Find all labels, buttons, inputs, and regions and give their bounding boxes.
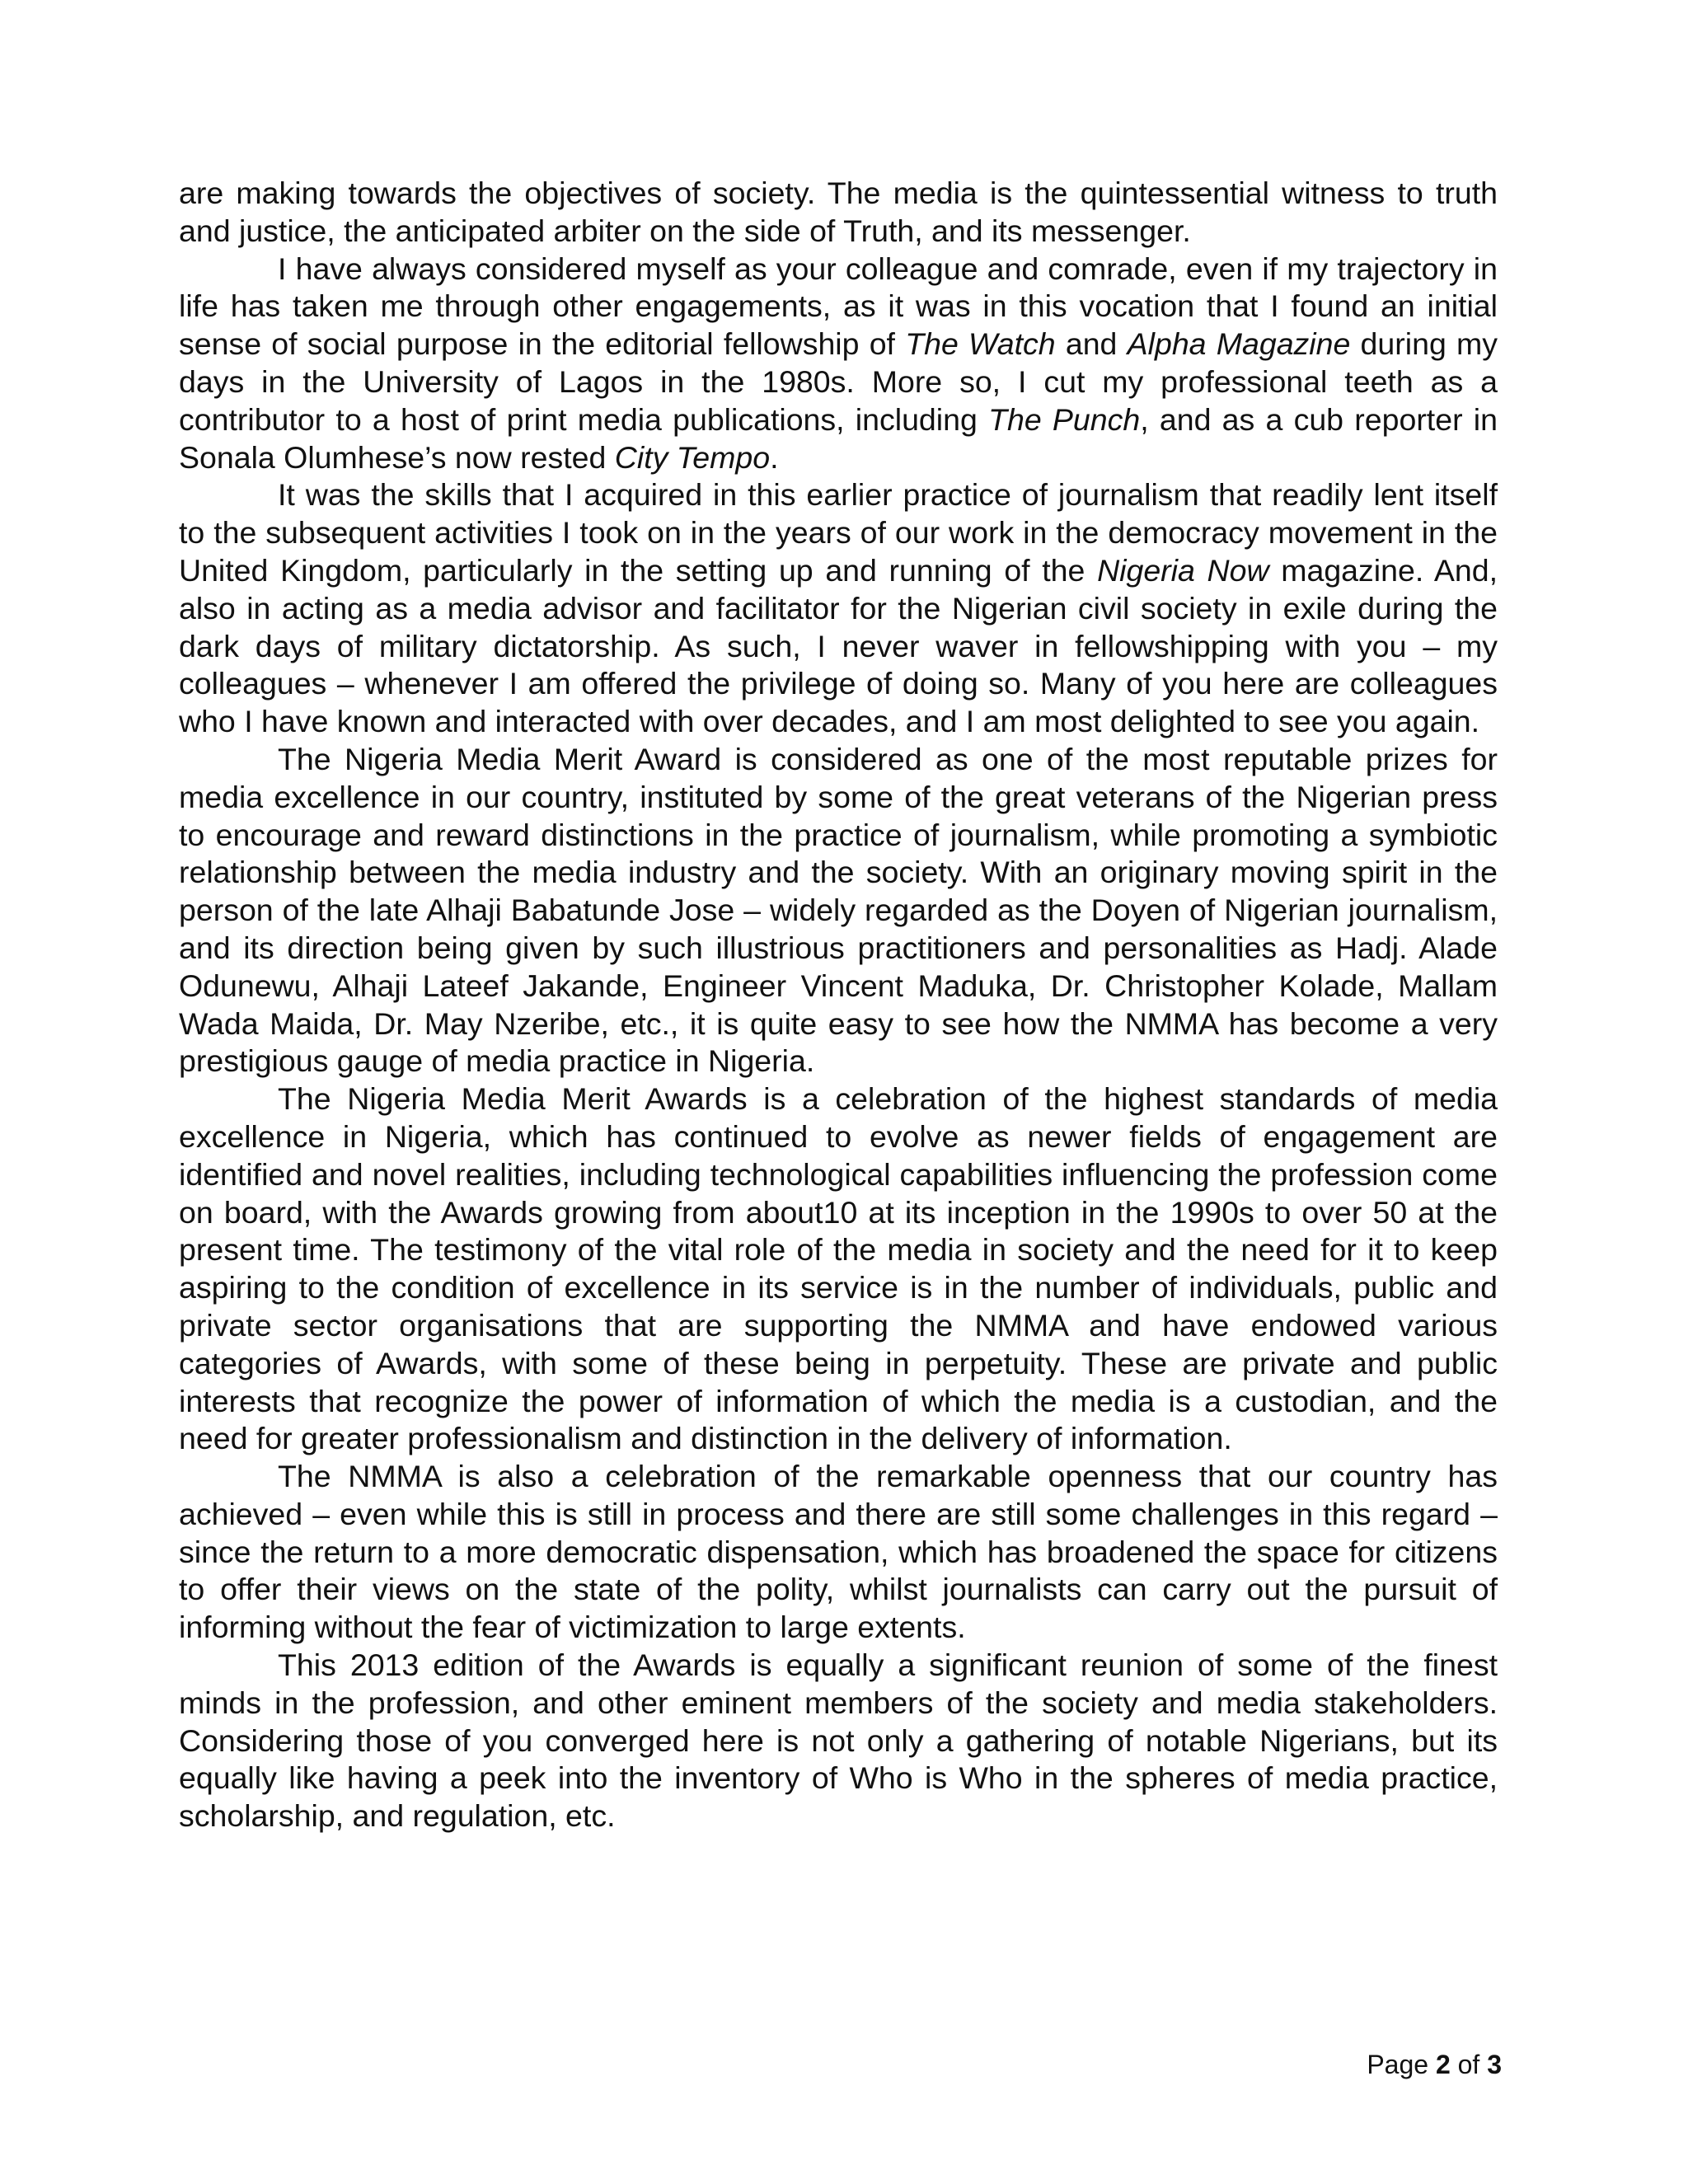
paragraph-text: The Nigeria Media Merit Award is considered as one of the most reputable prizes for media excellence in our country, instituted by some of the great veterans of the Nigerian press to encourage and reward distinctions in the practice of journalism, while promoting a symbiotic relationship between the media industry and the society. With an originary moving spirit in the person of the late Alhaji Babatunde Jose – widely regarded as the Doyen of Nigerian journalism, and its direction being given by such illustrious practitioners and personalities as Hadj. Alade Odunewu, Alhaji Lateef Jakande, Engineer Vincent Maduka, Dr. Christopher Kolade, Mallam Wada Maida, Dr. May Nzeribe, etc., it is quite easy to see how the NMMA has become a very prestigious gauge of media practice in Nigeria. [179, 741, 1498, 1079]
paragraph [179, 251, 1498, 477]
paragraph-text: It was the skills that I acquired in this earlier practice of journalism that readily lent itself to the subsequent activities I took on in the years of our work in the democracy movement in the United Kingdom, particularly in the setting up and running of the [179, 477, 1498, 588]
paragraph-text: are making towards the objectives of society. The media is the quintessential witness to truth and justice, the anticipated arbiter on the side of Truth, and its messenger. [179, 176, 1498, 248]
paragraph-text: , and as a cub reporter in Sonala Olumhese’s now rested [179, 401, 1498, 475]
paragraph-text: and [1055, 326, 1128, 362]
paragraph-text: The NMMA is also a celebration of the remarkable openness that our country has achieved – even while this is still in process and there are still some challenges in this regard – since the return to a more democratic dispensation, which has broadened the space for citizens to offer their views on the state of the polity, whilst journalists can carry out the pursuit of informing without the fear of victimization to large extents. [179, 1459, 1498, 1645]
italic-title-text: The Punch [988, 401, 1141, 437]
paragraph-text: . [770, 439, 779, 475]
italic-title-text: City Tempo [614, 439, 771, 475]
paragraph [179, 476, 1498, 741]
paragraph [179, 1647, 1498, 1835]
italic-title-text: The Watch [905, 326, 1056, 362]
paragraph-text: magazine. And, also in acting as a media advisor and facilitator for the Nigerian civil society in exile during the dark days of military dictatorship. As such, I never waver in fellowshipping with you – my colleagues – whenever I am offered the privilege of doing so. Many of you here are colleagues who I have known and interacted with over decades, and I am most delighted to see you again. [179, 552, 1498, 739]
paragraph [179, 1458, 1498, 1647]
paragraph-text: The Nigeria Media Merit Awards is a celebration of the highest standards of media excellence in Nigeria, which has continued to evolve as newer fields of engagement are identified and novel realities, including technological capabilities influencing the profession come on board, with the Awards growing from about10 at its inception in the 1990s to over 50 at the present time. The testimony of the vital role of the media in society and the need for it to keep aspiring to the condition of excellence in its service is in the number of individuals, public and private sector organisations that are supporting the NMMA and have endowed various categories of Awards, with some of these being in perpetuity. These are private and public interests that recognize the power of information of which the media is a custodian, and the need for greater professionalism and distinction in the delivery of information. [179, 1081, 1498, 1456]
page-number-footer [1367, 2048, 1502, 2081]
paragraph [179, 175, 1498, 251]
paragraph [179, 1080, 1498, 1458]
of-label: of [1457, 2050, 1480, 2079]
document-body [179, 175, 1498, 1835]
paragraph-text: I have always considered myself as your colleague and comrade, even if my trajectory in life has taken me through other engagements, as it was in this vocation that I found an initial sense of social purpose in the editorial fellowship of [179, 251, 1498, 362]
italic-title-text: Nigeria Now [1097, 552, 1269, 588]
italic-title-text: Alpha Magazine [1127, 326, 1351, 362]
paragraph [179, 741, 1498, 1080]
current-page-number: 2 [1435, 2050, 1451, 2079]
page-label: Page [1367, 2050, 1429, 2079]
total-pages-number: 3 [1487, 2050, 1502, 2079]
paragraph-text: This 2013 edition of the Awards is equally a significant reunion of some of the finest minds in the profession, and other eminent members of the society and media stakeholders. Considering those of you converged here is not only a gathering of notable Nigerians, but its equally like having a peek into the inventory of Who is Who in the spheres of media practice, scholarship, and regulation, etc. [179, 1647, 1498, 1834]
paragraph-text: during my days in the University of Lagos in the 1980s. More so, I cut my professional teeth as a contributor to a host of print media publications, including [179, 326, 1498, 437]
